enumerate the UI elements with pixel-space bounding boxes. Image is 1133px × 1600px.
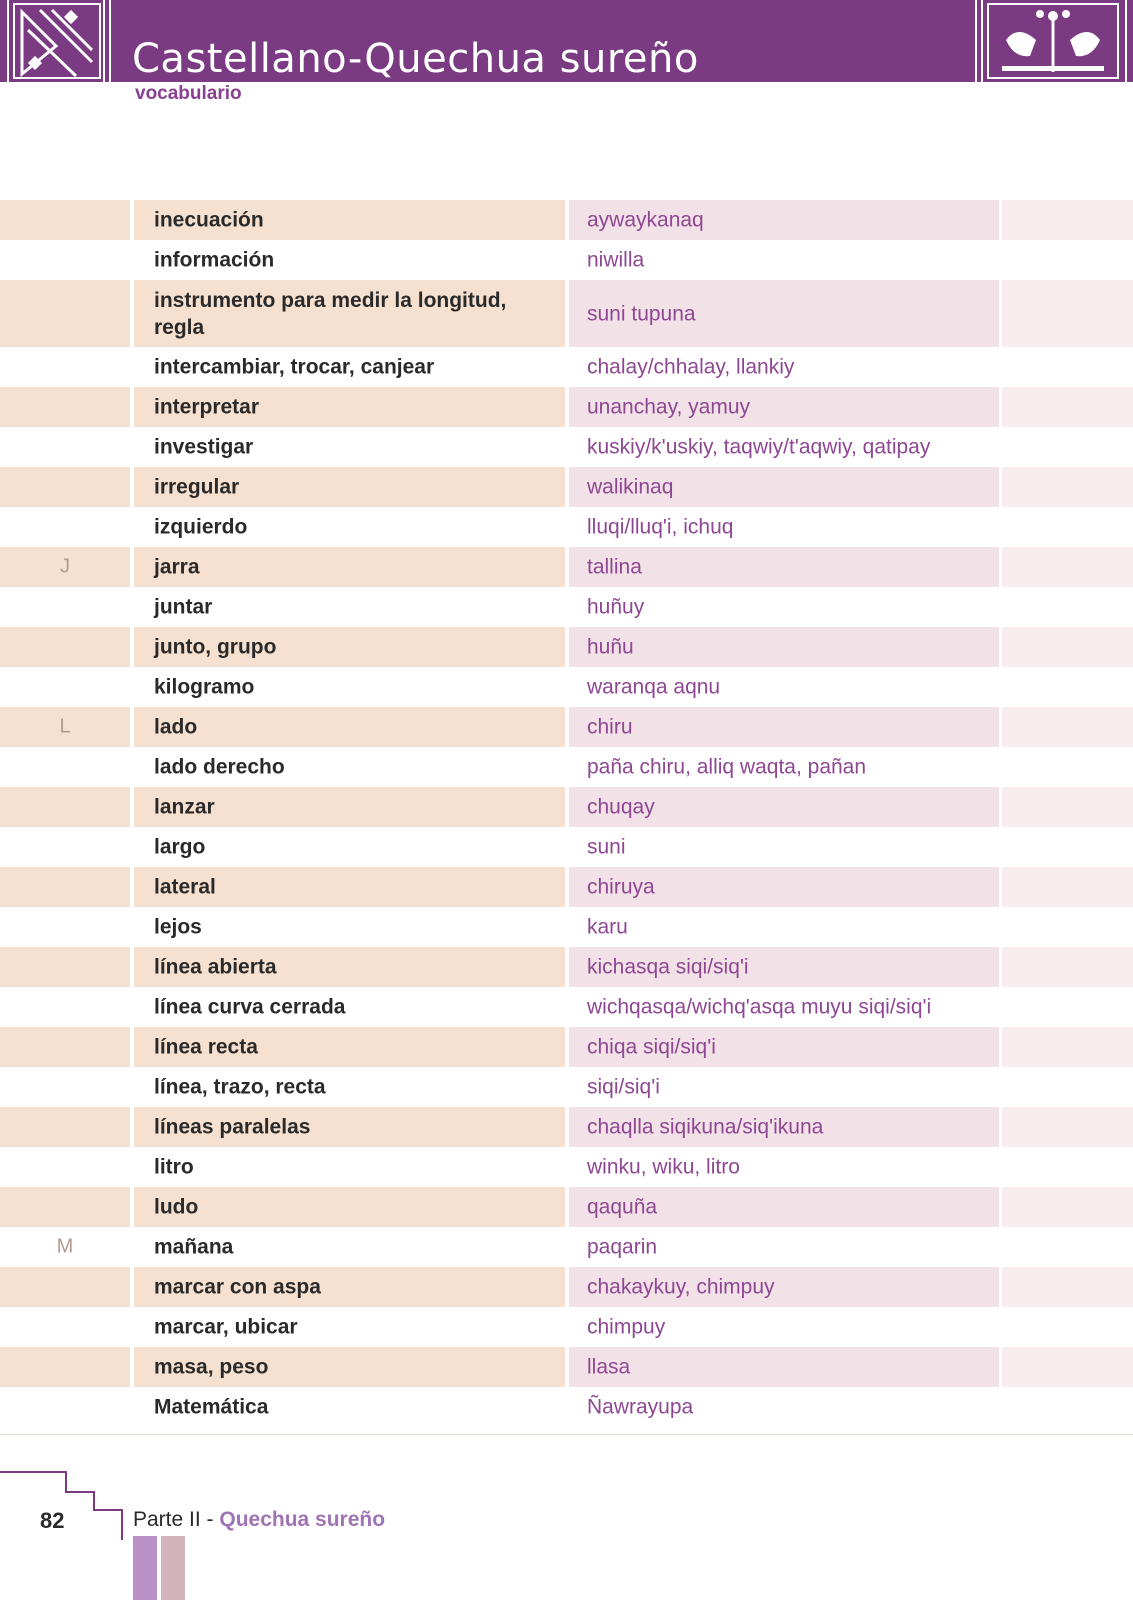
table-row	[0, 707, 1133, 747]
spanish-term: litro	[154, 1155, 194, 1179]
part-highlight: Quechua sureño	[219, 1508, 386, 1531]
table-divider	[0, 1434, 1133, 1435]
quechua-cell	[569, 1187, 999, 1227]
spanish-cell	[134, 1027, 565, 1067]
quechua-term: niwilla	[587, 248, 645, 272]
edge-cell	[1002, 867, 1133, 907]
quechua-term: llasa	[587, 1355, 631, 1379]
spanish-term: investigar	[154, 435, 254, 459]
spanish-term: irregular	[154, 475, 240, 499]
quechua-cell	[569, 1267, 999, 1307]
spanish-term: izquierdo	[154, 515, 248, 539]
spanish-term: inecuación	[154, 208, 264, 232]
spanish-cell	[134, 1307, 565, 1347]
edge-cell	[1002, 1067, 1133, 1107]
spanish-term: lejos	[154, 915, 202, 939]
spanish-term: líneas paralelas	[154, 1115, 311, 1139]
letter-cell	[0, 787, 130, 827]
letter-cell	[0, 1147, 130, 1187]
spanish-term: lado derecho	[154, 755, 285, 779]
edge-cell	[1002, 747, 1133, 787]
section-letter: M	[56, 1235, 74, 1258]
edge-cell	[1002, 427, 1133, 467]
edge-cell	[1002, 1347, 1133, 1387]
quechua-cell	[569, 1387, 999, 1427]
edge-cell	[1002, 1147, 1133, 1187]
letter-cell	[0, 987, 130, 1027]
spanish-cell	[134, 280, 565, 347]
letter-cell	[0, 347, 130, 387]
quechua-term: wichqasqa/wichq'asqa muyu siqi/siq'i	[587, 995, 932, 1019]
table-row	[0, 1267, 1133, 1307]
table-row	[0, 1307, 1133, 1347]
quechua-term: walikinaq	[587, 475, 674, 499]
spanish-cell	[134, 347, 565, 387]
quechua-term: chimpuy	[587, 1315, 666, 1339]
table-row	[0, 827, 1133, 867]
quechua-term: chiruya	[587, 875, 655, 899]
quechua-cell	[569, 280, 999, 347]
quechua-cell	[569, 1347, 999, 1387]
spanish-cell	[134, 787, 565, 827]
edge-cell	[1002, 240, 1133, 280]
spanish-cell	[134, 987, 565, 1027]
letter-cell	[0, 547, 130, 587]
quechua-cell	[569, 867, 999, 907]
quechua-term: huñuy	[587, 595, 645, 619]
edge-cell	[1002, 280, 1133, 347]
table-row	[0, 987, 1133, 1027]
quechua-term: tallina	[587, 555, 642, 579]
quechua-term: chiqa siqi/siq'i	[587, 1035, 716, 1059]
edge-cell	[1002, 507, 1133, 547]
section-letter: J	[60, 555, 70, 578]
quechua-cell	[569, 987, 999, 1027]
quechua-cell	[569, 907, 999, 947]
letter-cell	[0, 507, 130, 547]
spanish-cell	[134, 747, 565, 787]
spanish-cell	[134, 1267, 565, 1307]
table-row	[0, 747, 1133, 787]
edge-cell	[1002, 987, 1133, 1027]
letter-cell	[0, 627, 130, 667]
spanish-cell	[134, 907, 565, 947]
quechua-term: paña chiru, alliq waqta, pañan	[587, 755, 867, 779]
table-row	[0, 507, 1133, 547]
letter-cell	[0, 947, 130, 987]
edge-cell	[1002, 387, 1133, 427]
quechua-term: siqi/siq'i	[587, 1075, 660, 1099]
table-row	[0, 547, 1133, 587]
quechua-cell	[569, 1027, 999, 1067]
edge-cell	[1002, 707, 1133, 747]
table-row	[0, 347, 1133, 387]
quechua-cell	[569, 1307, 999, 1347]
spanish-term: información	[154, 248, 275, 272]
quechua-term: qaquña	[587, 1195, 658, 1219]
page-subtitle: vocabulario	[135, 83, 242, 104]
spanish-term: lado	[154, 715, 198, 739]
edge-cell	[1002, 1027, 1133, 1067]
quechua-cell	[569, 707, 999, 747]
table-row	[0, 200, 1133, 240]
spanish-term: marcar con aspa	[154, 1275, 321, 1299]
spanish-term: lateral	[154, 875, 216, 899]
spanish-term: ludo	[154, 1195, 199, 1219]
spanish-term: masa, peso	[154, 1355, 269, 1379]
quechua-cell	[569, 1067, 999, 1107]
table-row	[0, 1027, 1133, 1067]
quechua-term: chalay/chhalay, llankiy	[587, 355, 795, 379]
edge-cell	[1002, 907, 1133, 947]
table-row	[0, 627, 1133, 667]
edge-cell	[1002, 667, 1133, 707]
letter-cell	[0, 200, 130, 240]
letter-cell	[0, 867, 130, 907]
page-number: 82	[40, 1508, 65, 1533]
footer-tab	[133, 1536, 157, 1600]
quechua-cell	[569, 787, 999, 827]
table-row	[0, 280, 1133, 347]
quechua-term: kichasqa siqi/siq'i	[587, 955, 749, 979]
letter-cell	[0, 1307, 130, 1347]
table-row	[0, 1227, 1133, 1267]
quechua-term: suni	[587, 835, 626, 859]
spanish-term: línea abierta	[154, 955, 277, 979]
spanish-cell	[134, 547, 565, 587]
spanish-term: marcar, ubicar	[154, 1315, 298, 1339]
quechua-cell	[569, 827, 999, 867]
letter-cell	[0, 280, 130, 347]
spanish-cell	[134, 667, 565, 707]
edge-cell	[1002, 1267, 1133, 1307]
quechua-cell	[569, 1147, 999, 1187]
spanish-cell	[134, 867, 565, 907]
spanish-cell	[134, 1387, 565, 1427]
letter-cell	[0, 1067, 130, 1107]
footer-tab	[161, 1536, 185, 1600]
letter-cell	[0, 467, 130, 507]
spanish-cell	[134, 387, 565, 427]
quechua-term: winku, wiku, litro	[587, 1155, 740, 1179]
spanish-term: línea, trazo, recta	[154, 1075, 326, 1099]
letter-cell	[0, 667, 130, 707]
quechua-term: waranqa aqnu	[587, 675, 721, 699]
quechua-term: lluqi/lluq'i, ichuq	[587, 515, 734, 539]
quechua-cell	[569, 347, 999, 387]
edge-cell	[1002, 627, 1133, 667]
quechua-cell	[569, 240, 999, 280]
table-row	[0, 240, 1133, 280]
table-row	[0, 907, 1133, 947]
part-label	[133, 1508, 385, 1532]
spanish-cell	[134, 627, 565, 667]
letter-cell	[0, 1187, 130, 1227]
vocabulary-table	[0, 200, 1133, 1427]
edge-cell	[1002, 200, 1133, 240]
edge-cell	[1002, 787, 1133, 827]
quechua-cell	[569, 947, 999, 987]
quechua-cell	[569, 667, 999, 707]
table-row	[0, 787, 1133, 827]
table-row	[0, 867, 1133, 907]
spanish-cell	[134, 507, 565, 547]
edge-cell	[1002, 827, 1133, 867]
quechua-term: suni tupuna	[587, 302, 696, 325]
letter-cell	[0, 747, 130, 787]
spanish-term: junto, grupo	[154, 635, 277, 659]
edge-cell	[1002, 547, 1133, 587]
spanish-cell	[134, 707, 565, 747]
edge-cell	[1002, 1387, 1133, 1427]
letter-cell	[0, 427, 130, 467]
quechua-cell	[569, 547, 999, 587]
quechua-term: Ñawrayupa	[587, 1395, 694, 1419]
spanish-cell	[134, 587, 565, 627]
letter-cell	[0, 827, 130, 867]
quechua-cell	[569, 467, 999, 507]
spanish-term: interpretar	[154, 395, 260, 419]
edge-cell	[1002, 467, 1133, 507]
quechua-cell	[569, 587, 999, 627]
spanish-term: mañana	[154, 1235, 234, 1259]
letter-cell	[0, 1027, 130, 1067]
table-row	[0, 467, 1133, 507]
letter-cell	[0, 907, 130, 947]
quechua-term: chaqlla siqikuna/siq'ikuna	[587, 1115, 824, 1139]
spanish-cell	[134, 1067, 565, 1107]
letter-cell	[0, 387, 130, 427]
spanish-cell	[134, 427, 565, 467]
table-row	[0, 387, 1133, 427]
spanish-cell	[134, 1147, 565, 1187]
quechua-term: kuskiy/k'uskiy, taqwiy/t'aqwiy, qatipay	[587, 435, 931, 459]
table-row	[0, 1347, 1133, 1387]
letter-cell	[0, 1387, 130, 1427]
spanish-cell	[134, 240, 565, 280]
birds-tree-emblem-icon	[970, 0, 1133, 82]
spanish-term: instrumento para medir la longitud, regla	[154, 288, 507, 339]
table-row	[0, 1107, 1133, 1147]
spanish-term: línea recta	[154, 1035, 258, 1059]
quechua-cell	[569, 747, 999, 787]
spanish-term: Matemática	[154, 1395, 269, 1419]
spanish-term: largo	[154, 835, 206, 859]
quechua-cell	[569, 427, 999, 467]
spanish-term: intercambiar, trocar, canjear	[154, 355, 435, 379]
quechua-term: chiru	[587, 715, 633, 739]
spanish-term: kilogramo	[154, 675, 255, 699]
spanish-term: juntar	[154, 595, 213, 619]
page-title: Castellano-Quechua sureño	[132, 36, 699, 82]
letter-cell	[0, 1107, 130, 1147]
letter-cell	[0, 707, 130, 747]
quechua-term: chuqay	[587, 795, 655, 819]
quechua-cell	[569, 387, 999, 427]
table-row	[0, 587, 1133, 627]
quechua-term: karu	[587, 915, 628, 939]
edge-cell	[1002, 1187, 1133, 1227]
table-row	[0, 427, 1133, 467]
quechua-term: unanchay, yamuy	[587, 395, 751, 419]
spanish-term: línea curva cerrada	[154, 995, 346, 1019]
section-letter: L	[59, 715, 71, 738]
quechua-cell	[569, 627, 999, 667]
letter-cell	[0, 240, 130, 280]
edge-cell	[1002, 587, 1133, 627]
quechua-cell	[569, 1107, 999, 1147]
quechua-term: paqarin	[587, 1235, 658, 1259]
spanish-term: jarra	[154, 555, 200, 579]
spanish-cell	[134, 1107, 565, 1147]
spanish-cell	[134, 1347, 565, 1387]
table-row	[0, 1067, 1133, 1107]
quechua-cell	[569, 507, 999, 547]
edge-cell	[1002, 1107, 1133, 1147]
part-prefix: Parte II -	[133, 1508, 220, 1531]
edge-cell	[1002, 1227, 1133, 1267]
quechua-cell	[569, 1227, 999, 1267]
spanish-cell	[134, 1187, 565, 1227]
letter-cell	[0, 1267, 130, 1307]
spanish-term: lanzar	[154, 795, 215, 819]
spanish-cell	[134, 1227, 565, 1267]
quechua-term: chakaykuy, chimpuy	[587, 1275, 775, 1299]
spanish-cell	[134, 467, 565, 507]
table-row	[0, 1187, 1133, 1227]
table-row	[0, 947, 1133, 987]
edge-cell	[1002, 347, 1133, 387]
spanish-cell	[134, 200, 565, 240]
geometric-logo-icon	[0, 0, 120, 82]
quechua-term: aywaykanaq	[587, 208, 704, 232]
quechua-cell	[569, 200, 999, 240]
letter-cell	[0, 587, 130, 627]
table-row	[0, 1387, 1133, 1427]
spanish-cell	[134, 827, 565, 867]
edge-cell	[1002, 947, 1133, 987]
spanish-cell	[134, 947, 565, 987]
quechua-term: huñu	[587, 635, 634, 659]
letter-cell	[0, 1347, 130, 1387]
table-row	[0, 1147, 1133, 1187]
table-row	[0, 667, 1133, 707]
edge-cell	[1002, 1307, 1133, 1347]
letter-cell	[0, 1227, 130, 1267]
